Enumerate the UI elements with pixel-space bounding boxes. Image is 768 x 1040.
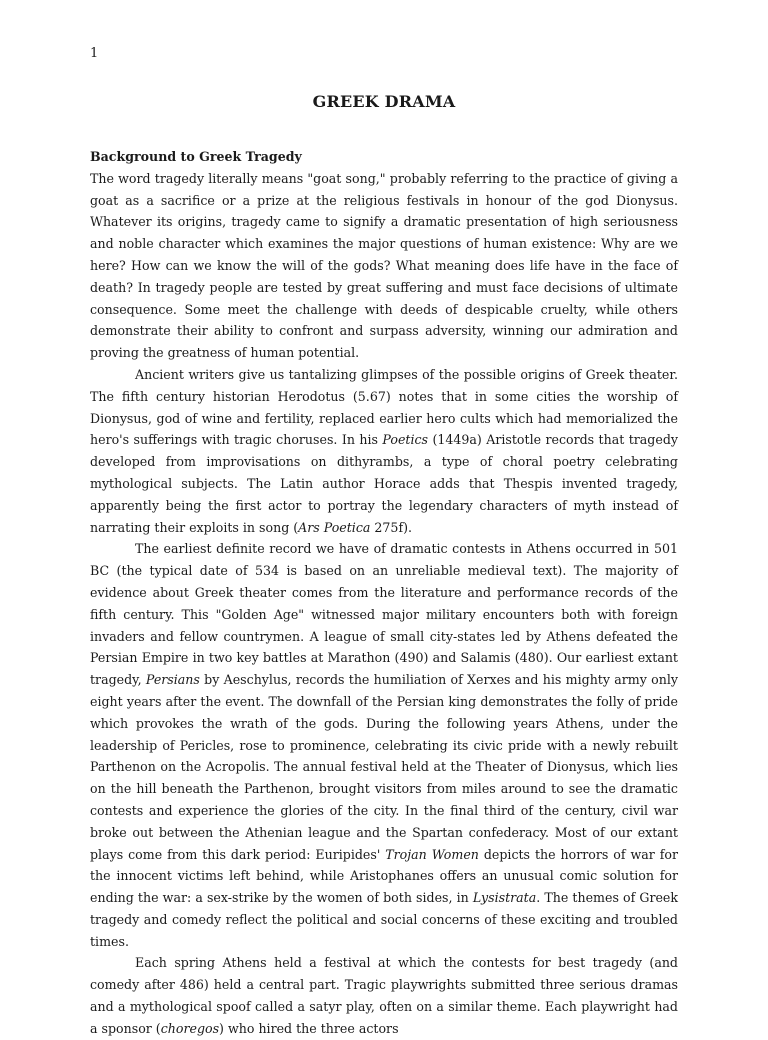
paragraph — [90, 538, 678, 952]
text-run: by Aeschylus, records the humiliation of Xerxes and his mighty army only eight years after the event. The downfall of the Persian king demonstrates the folly of pride which provokes the wrath of the gods. During the following years Athens, under the leadership of Pericles, rose to prominence, celebrating its civic pride with a newly rebuilt Parthenon on the Acropolis. The annual festival held at the Theater of Dionysus, which lies on the hill beneath the Parthenon, brought visitors from miles around to see the dramatic contests and experience the glories of the city. In the final third of the century, civil war broke out between the Athenian league and the Spartan confederacy. Most of our extant plays come from this dark period: Euripides' — [90, 672, 678, 862]
paragraph — [90, 168, 678, 364]
text-run: Ancient writers give us tantalizing glimpses of the possible origins of Greek theater. The fifth century historian Herodotus (5.67) notes that in some cities the worship of Dionysus, god of wine and fertility, replaced earlier hero cults which had memorialized the hero's sufferings with tragic choruses. In his — [90, 366, 678, 448]
text-run: . The themes of Greek tragedy and comedy reflect the political and social concerns of these exciting and troubled times. — [90, 890, 678, 949]
paragraph — [90, 952, 678, 1039]
paragraph-container — [90, 168, 678, 1040]
section-heading: Background to Greek Tragedy — [90, 149, 302, 164]
text-run: 275f). — [370, 519, 413, 535]
document-body — [90, 146, 678, 1040]
italic-title: Poetics — [382, 432, 429, 448]
italic-title: Persians — [145, 672, 200, 688]
text-run: ) who hired the three actors — [219, 1020, 399, 1036]
italic-title: Lysistrata — [472, 890, 537, 906]
page-number: 1 — [90, 46, 99, 61]
document-title: GREEK DRAMA — [312, 92, 456, 111]
italic-title: choregos — [160, 1020, 220, 1036]
text-run: depicts the horrors of war for the innocent victims left behind, while Aristophanes offers an unusual comic solution for ending the war: a sex-strike by the women of both sides, in — [90, 846, 678, 906]
text-run: The earliest definite record we have of dramatic contests in Athens occurred in 501 BC (the typical date of 534 is based on an unreliable medieval text). The majority of evidence about Greek theater comes from the literature and performance records of the fifth century. This "Golden Age" witnessed major military encounters both with foreign invaders and fellow countrymen. A league of small city-states led by Athens defeated the Persian Empire in two key battles at Marathon (490) and Salamis (480). Our earliest extant tragedy, — [90, 541, 678, 688]
italic-title: Trojan Women — [385, 846, 479, 862]
italic-title: Ars Poetica — [298, 519, 371, 535]
paragraph — [90, 364, 678, 538]
text-run: The word tragedy literally means "goat song," probably referring to the practice of giving a goat as a sacrifice or a prize at the religious festivals in honour of the god Dionysus. Whatever its origins, tragedy came to signify a dramatic presentation of high seriousness and noble character which examines the major questions of human existence: Why are we here? How can we know the will of the gods? What meaning does life have in the face of death? In tragedy people are tested by great suffering and must face decisions of ultimate consequence. Some meet the challenge with deeds of despicable cruelty, while others demonstrate their ability to confront and surpass adversity, winning our admiration and proving the greatness of human potential. — [90, 170, 678, 361]
text-run: Each spring Athens held a festival at which the contests for best tragedy (and comedy after 486) held a central part. Tragic playwrights submitted three serious dramas and a mythological spoof called a satyr play, often on a similar theme. Each playwright had a sponsor ( — [90, 955, 678, 1036]
text-run: (1449a) Aristotle records that tragedy developed from improvisations on dithyrambs, a type of choral poetry celebrating mythological subjects. The Latin author Horace adds that Thespis invented tragedy, apparently being the first actor to portray the legendary characters of myth instead of narrating their exploits in song ( — [90, 432, 678, 535]
